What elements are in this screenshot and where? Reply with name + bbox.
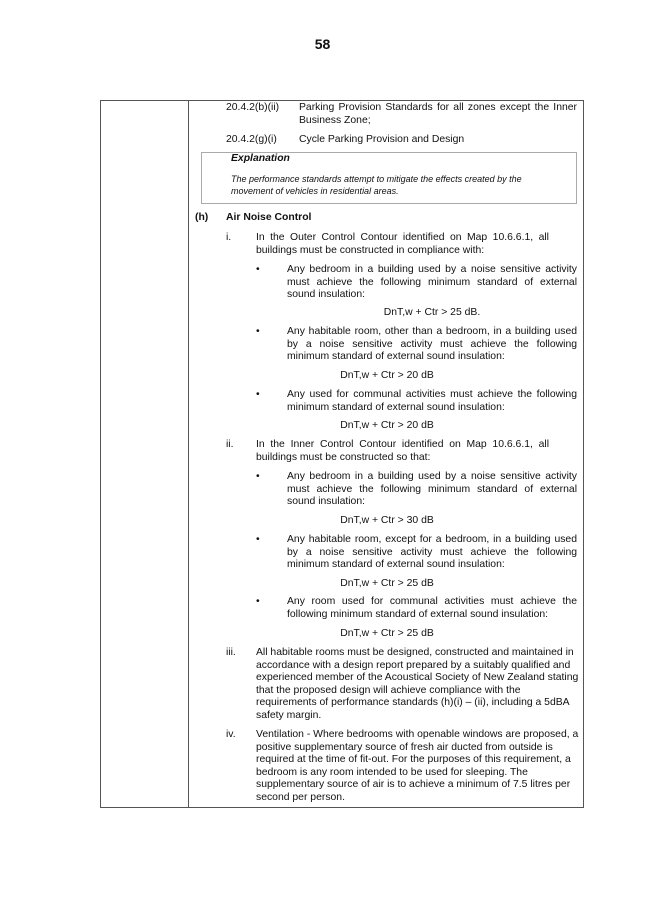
page-number: 58 — [314, 36, 331, 52]
formula: DnT,w + Ctr > 20 dB — [340, 420, 434, 431]
bullet-icon: • — [256, 389, 260, 400]
item-number: i. — [226, 232, 232, 243]
item-number: ii. — [226, 439, 234, 450]
bullet-icon: • — [256, 534, 260, 545]
item-text: In the Inner Control Contour identified on Map 10.6.6.1, all buildings must be constructed so that: — [256, 439, 549, 463]
ref-code: 20.4.2(b)(ii) — [226, 102, 280, 113]
column-divider — [188, 100, 189, 808]
bullet-icon: • — [256, 264, 260, 275]
item-number: iii. — [226, 647, 236, 658]
bullet-text: Any bedroom in a building used by a noise sensitive activity must achieve the following minimum standard of external sound insulation: — [287, 471, 577, 508]
ref-code: 20.4.2(g)(i) — [226, 134, 277, 145]
explanation-title: Explanation — [231, 153, 290, 164]
formula: DnT,w + Ctr > 20 dB — [340, 370, 434, 381]
ref-text: Parking Provision Standards for all zones except the Inner Business Zone; — [299, 102, 577, 126]
item-text: In the Outer Control Contour identified on Map 10.6.6.1, all buildings must be constructed in compliance with: — [256, 232, 549, 256]
item-text: All habitable rooms must be designed, constructed and maintained in accordance with a design report prepared by a suitably qualified and experienced member of the Acoustical Society of New Zealand stating that the proposed design will achieve compliance with the requirements of performance standards (h)(i) – (ii), including a 5dBA safety margin. — [256, 647, 579, 721]
bullet-text: Any habitable room, except for a bedroom, in a building used by a noise sensitive activity must achieve the following minimum standard of external sound insulation: — [287, 534, 577, 571]
bullet-text: Any used for communal activities must achieve the following minimum standard of external sound insulation: — [287, 389, 577, 413]
formula: DnT,w + Ctr > 25 dB — [340, 578, 434, 589]
section-title: Air Noise Control — [226, 212, 312, 223]
bullet-icon: • — [256, 471, 260, 482]
bullet-text: Any bedroom in a building used by a noise sensitive activity must achieve the following minimum standard of external sound insulation: — [287, 264, 577, 301]
item-text: Ventilation - Where bedrooms with openable windows are proposed, a positive supplementary source of fresh air ducted from outside is required at the time of fit-out. For the purposes of this requirement, a bedroom is any room intended to be used for sleeping. The supplementary source of air is to achieve a minimum of 7.5 litres per second per person. — [256, 729, 579, 803]
bullet-text: Any room used for communal activities must achieve the following minimum standard of external sound insulation: — [287, 596, 577, 620]
explanation-text: The performance standards attempt to mitigate the effects created by the movement of vehicles in residential areas. — [231, 174, 522, 196]
bullet-icon: • — [256, 596, 260, 607]
section-label: (h) — [195, 212, 209, 223]
bullet-icon: • — [256, 326, 260, 337]
formula: DnT,w + Ctr > 25 dB — [340, 628, 434, 639]
item-number: iv. — [226, 729, 236, 740]
bullet-text: Any habitable room, other than a bedroom, in a building used by a noise sensitive activity must achieve the following minimum standard of external sound insulation: — [287, 326, 577, 363]
formula: DnT,w + Ctr > 30 dB — [340, 515, 434, 526]
formula: DnT,w + Ctr > 25 dB. — [383, 307, 481, 318]
ref-text: Cycle Parking Provision and Design — [299, 134, 465, 145]
